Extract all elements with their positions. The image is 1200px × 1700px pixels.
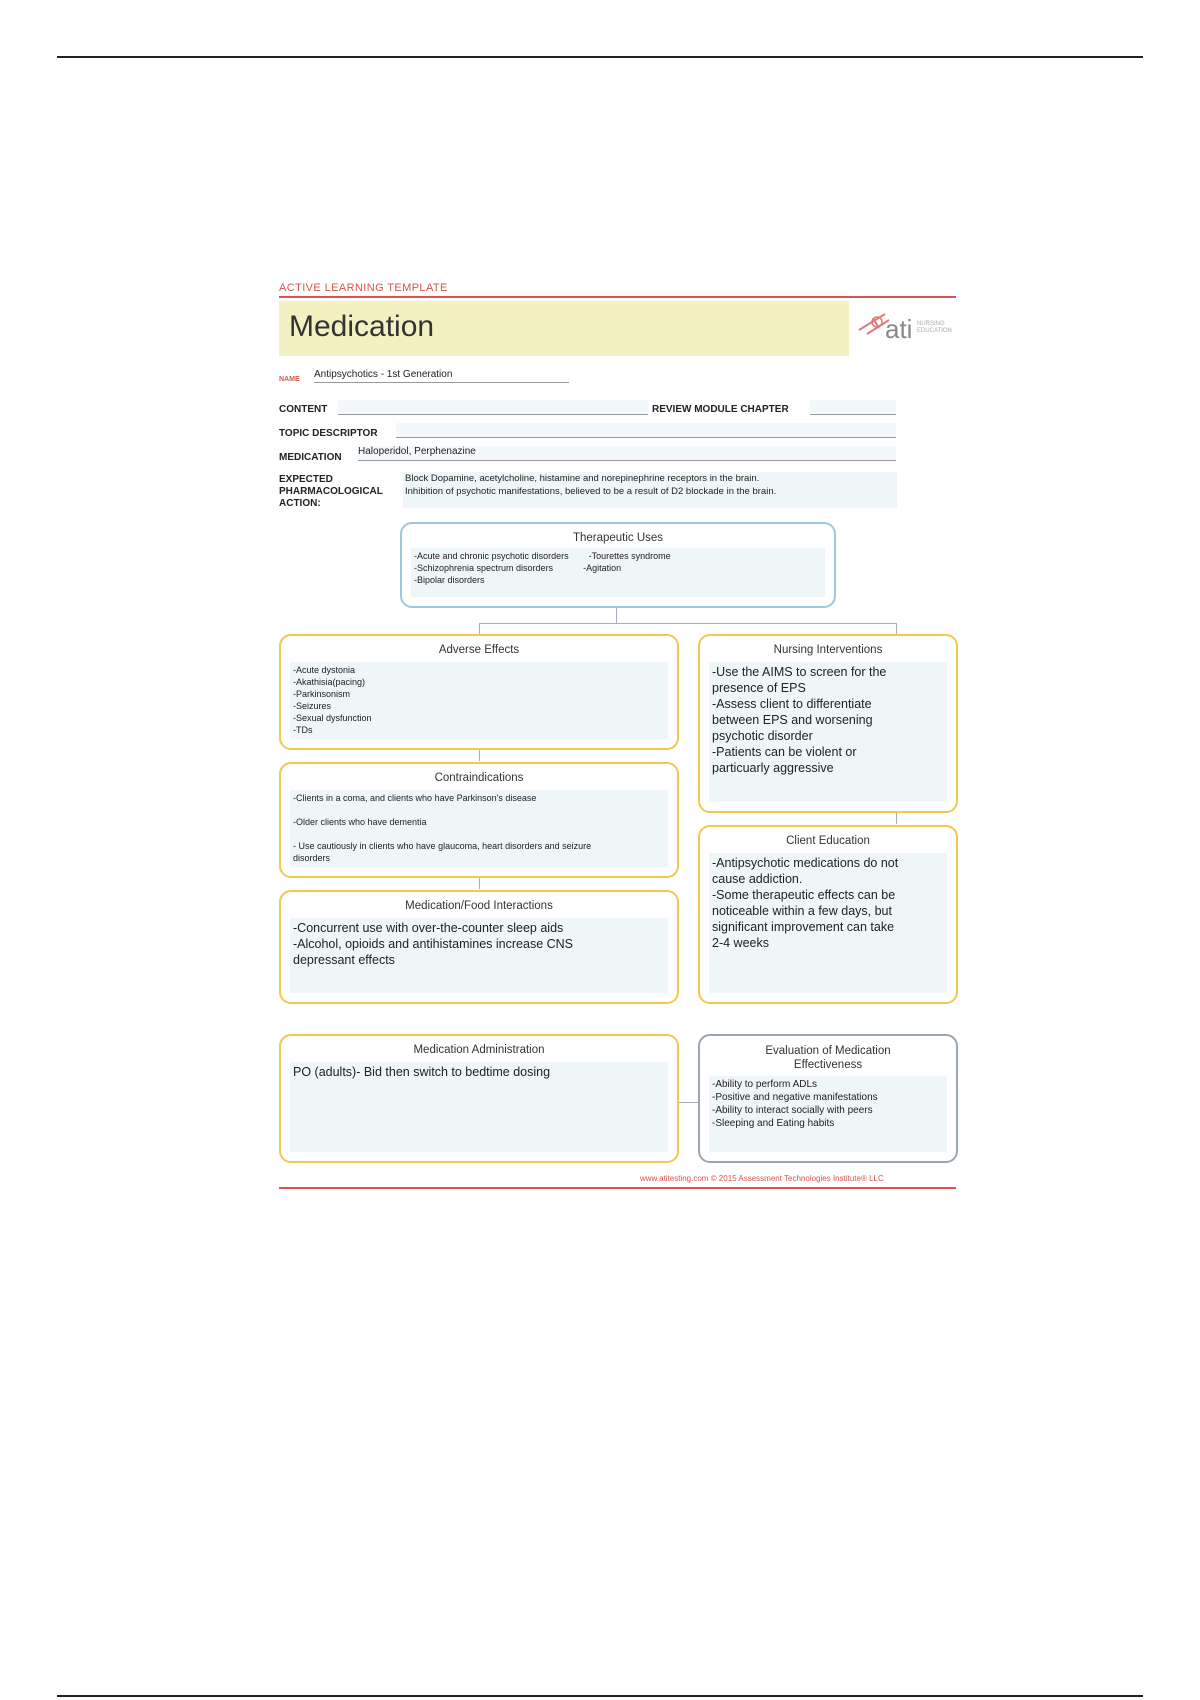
client-education-title: Client Education <box>786 835 870 847</box>
client-education-item: -Antipsychotic medications do not <box>712 856 899 870</box>
nursing-intervention-item: -Patients can be violent or <box>712 745 857 759</box>
adverse-effects-box <box>279 634 679 750</box>
medication-administration-body <box>290 1062 668 1152</box>
nursing-intervention-item: presence of EPS <box>712 681 806 695</box>
connector-line <box>479 623 896 624</box>
evaluation-effectiveness-box <box>698 1034 958 1163</box>
expected-action-label-line: EXPECTED <box>279 474 333 485</box>
contraindications-box <box>279 762 679 878</box>
adverse-effect-item: -Sexual dysfunction <box>293 713 372 723</box>
header-divider <box>279 296 956 298</box>
evaluation-title-line: Effectiveness <box>793 1059 863 1071</box>
ati-logo <box>855 304 960 354</box>
nursing-intervention-item: psychotic disorder <box>712 729 813 743</box>
name-label: NAME <box>279 376 300 383</box>
footer-copyright: www.atitesting.com © 2015 Assessment Technologies Institute® LLC <box>640 1174 884 1183</box>
therapeutic-uses-body <box>411 548 825 597</box>
nursing-interventions-body <box>709 662 947 802</box>
client-education-item: cause addiction. <box>712 872 803 886</box>
contraindications-body <box>290 790 668 867</box>
evaluation-effectiveness-title <box>700 1044 956 1072</box>
evaluation-item: -Ability to interact socially with peers <box>712 1105 873 1116</box>
expected-action-label-line: ACTION: <box>279 498 321 509</box>
adverse-effect-item: -Acute dystonia <box>293 665 356 675</box>
expected-action-text <box>403 472 897 508</box>
page-title: Medication <box>289 310 435 343</box>
content-field <box>338 400 648 415</box>
content-label: CONTENT <box>279 404 328 415</box>
food-interaction-item: -Alcohol, opioids and antihistamines increase CNS <box>293 937 574 951</box>
review-module-field <box>810 400 896 415</box>
connector-line <box>677 1102 698 1103</box>
adverse-effect-item: -Parkinsonism <box>293 689 351 699</box>
therapeutic-use-item: -Acute and chronic psychotic disorders -Tourettes syndrome <box>414 551 671 561</box>
name-field: Antipsychotics - 1st Generation <box>314 369 569 383</box>
therapeutic-use-item: -Schizophrenia spectrum disorders -Agitation <box>414 563 622 573</box>
nursing-intervention-item: particuarly aggressive <box>712 761 834 775</box>
client-education-item: noticeable within a few days, but <box>712 904 892 918</box>
bottom-rule <box>57 1695 1143 1697</box>
client-education-item: 2-4 weeks <box>712 936 769 950</box>
expected-action-label-line: PHARMACOLOGICAL <box>279 486 383 497</box>
evaluation-effectiveness-body <box>709 1076 947 1152</box>
medication-food-interactions-box <box>279 890 679 1004</box>
adverse-effect-item: -Akathisia(pacing) <box>293 677 366 687</box>
client-education-body <box>709 853 947 993</box>
topic-descriptor-label: TOPIC DESCRIPTOR <box>279 428 378 439</box>
food-interaction-item: -Concurrent use with over-the-counter sleep aids <box>293 921 564 935</box>
contraindication-item: -Clients in a coma, and clients who have Parkinson's disease <box>293 793 537 803</box>
adverse-effect-item: -Seizures <box>293 701 332 711</box>
therapeutic-uses-box <box>400 522 836 608</box>
evaluation-title-line: Evaluation of Medication <box>765 1045 891 1057</box>
action-line: Inhibition of psychotic manifestations, believed to be a result of D2 blockade in the brain. <box>405 486 777 497</box>
therapeutic-uses-title: Therapeutic Uses <box>572 532 664 544</box>
medication-label: MEDICATION <box>279 452 342 463</box>
nursing-interventions-box <box>698 634 958 813</box>
adverse-effects-title: Adverse Effects <box>438 644 520 656</box>
adverse-effect-item: -TDs <box>293 725 313 735</box>
food-interaction-item: depressant effects <box>293 953 395 967</box>
evaluation-item: -Ability to perform ADLs <box>712 1079 818 1090</box>
contraindication-spacer <box>293 828 665 840</box>
nursing-intervention-item: -Assess client to differentiate <box>712 697 872 711</box>
adverse-effects-body <box>290 662 668 739</box>
client-education-box <box>698 825 958 1004</box>
therapeutic-use-item: -Bipolar disorders <box>414 575 485 585</box>
medication-administration-title: Medication Administration <box>413 1044 545 1056</box>
contraindication-spacer <box>293 804 665 816</box>
nursing-intervention-item: between EPS and worsening <box>712 713 873 727</box>
title-band <box>279 301 849 356</box>
expected-action-label <box>279 474 383 510</box>
evaluation-item: -Positive and negative manifestations <box>712 1092 878 1103</box>
medication-field: Haloperidol, Perphenazine <box>358 446 896 461</box>
contraindication-item: disorders <box>293 853 331 863</box>
contraindications-title: Contraindications <box>434 772 524 784</box>
client-education-item: significant improvement can take <box>712 920 895 934</box>
nursing-intervention-item: -Use the AIMS to screen for the <box>712 665 887 679</box>
medication-food-interactions-title: Medication/Food Interactions <box>405 900 553 912</box>
nursing-interventions-title: Nursing Interventions <box>773 644 883 656</box>
medication-template-sheet <box>270 262 970 1202</box>
contraindication-item: - Use cautiously in clients who have glaucoma, heart disorders and seizure <box>293 841 592 851</box>
top-rule <box>57 56 1143 58</box>
logo-text: ati <box>885 314 913 344</box>
logo-subtext: NURSING EDUCATION <box>917 321 952 334</box>
review-module-label: REVIEW MODULE CHAPTER <box>652 404 789 415</box>
template-header-label: ACTIVE LEARNING TEMPLATE <box>279 282 448 294</box>
administration-item: PO (adults)- Bid then switch to bedtime dosing <box>293 1065 551 1079</box>
medication-food-interactions-body <box>290 918 668 993</box>
contraindication-item: -Older clients who have dementia <box>293 817 427 827</box>
topic-descriptor-field <box>396 423 896 438</box>
evaluation-item: -Sleeping and Eating habits <box>712 1118 835 1129</box>
client-education-item: -Some therapeutic effects can be <box>712 888 896 902</box>
action-line: Block Dopamine, acetylcholine, histamine and norepinephrine receptors in the brain. <box>405 473 760 484</box>
medication-administration-box <box>279 1034 679 1163</box>
footer-divider <box>279 1187 956 1189</box>
